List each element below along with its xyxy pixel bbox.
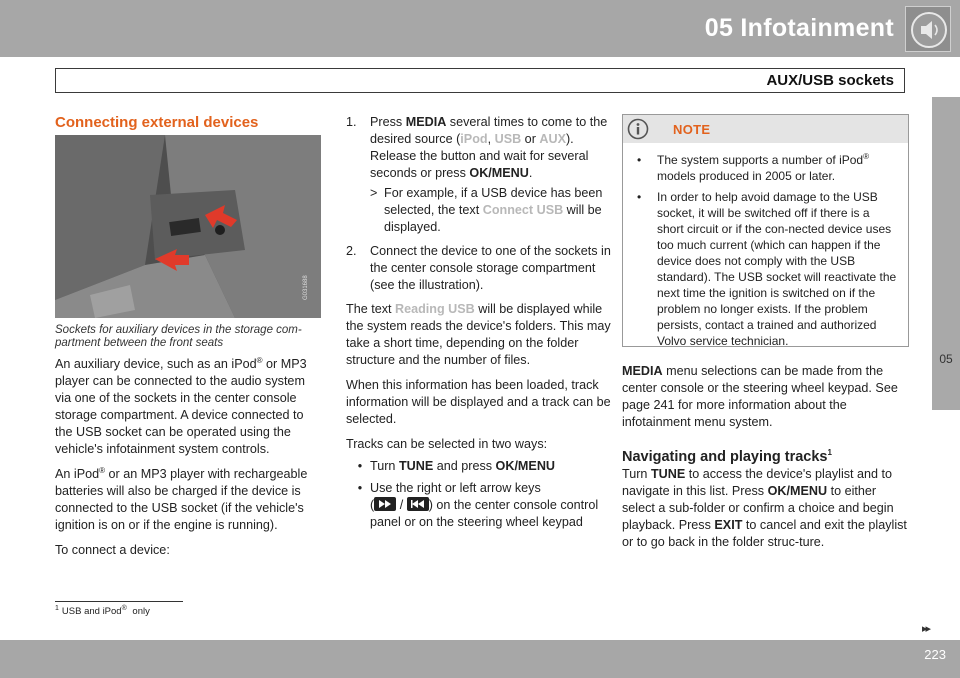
speaker-icon	[905, 6, 951, 52]
figure-caption: Sockets for auxiliary devices in the storage com-partment between the front seats	[55, 324, 302, 349]
source-aux: AUX	[539, 132, 566, 146]
source-ipod: iPod	[460, 132, 488, 146]
step-1-sub: > For example, if a USB device has been selected, the text Connect USB will be displayed.	[370, 186, 603, 234]
section-title: AUX/USB sockets	[766, 72, 894, 89]
paragraph-media-menu: MEDIA menu selections can be made from the center console or the steering wheel keypad. See page 241 for more information about the infotainment menu system.	[622, 364, 898, 429]
page-number: 223	[924, 647, 946, 662]
paragraph-info-loaded: When this information has been loaded, track information will be displayed and a track can be selected.	[346, 378, 611, 426]
note-header	[623, 115, 908, 143]
display-reading-usb: Reading USB	[395, 302, 475, 316]
heading-navigating-tracks: Navigating and playing tracks$^1$	[622, 448, 832, 465]
bullet-tune: • Turn TUNE and press OK/MENU	[357, 459, 556, 473]
source-usb: USB	[494, 132, 522, 146]
rewind-key-icon	[407, 497, 429, 511]
paragraph-navigate-playlist: Turn TUNE to access the device's playlist and to navigate in this list. Press OK/MENU to either select a sub-folder or confirm a choice and begin playback. Press EXIT to cancel and exit the playlist or to go back in the folder struc-ture.	[622, 467, 907, 549]
column-2	[346, 114, 614, 536]
fast-forward-key-icon	[374, 497, 396, 511]
footnote-rule	[55, 601, 183, 602]
chapter-title: 05 Infotainment	[704, 14, 894, 42]
figure-code: G031688	[303, 275, 309, 300]
note-bullet-ipod-support: • The system supports a number of iPod® models produced in 2005 or later.	[637, 152, 870, 183]
key-ok-menu: OK/MENU	[469, 166, 529, 180]
note-title: NOTE	[673, 122, 711, 137]
paragraph-to-connect: To connect a device:	[55, 543, 170, 557]
bullet-arrow-keys: • Use the right or left arrow keys ( / ) on the center console control panel or on the steering wheel keypad	[357, 481, 599, 529]
paragraph-charging: An iPod® or an MP3 player with rechargeable batteries will also be charged if the device is connected to the USB socket (if the vehicle's ignition is on or if the engine is running).	[55, 465, 308, 532]
column-1	[55, 114, 321, 567]
note-box	[622, 114, 909, 347]
note-body	[623, 143, 908, 349]
footnote: $^1$ USB and iPod® only	[55, 604, 150, 617]
info-icon	[627, 118, 649, 140]
next-page-arrows[interactable]: ▸▸	[922, 623, 930, 635]
heading-connecting-devices: Connecting external devices	[55, 114, 259, 131]
key-media: MEDIA	[405, 115, 447, 129]
chapter-side-tab[interactable]	[932, 97, 960, 410]
column-3	[622, 114, 909, 559]
section-bar	[55, 68, 905, 93]
footer-band	[0, 640, 960, 678]
side-tab-label: 05	[939, 352, 953, 366]
display-connect-usb: Connect USB	[482, 203, 564, 217]
note-bullet-usb-protection: • In order to help avoid damage to the USB socket, it will be switched off if there is a short circuit or if the con-nected device uses too much current (which can happen if the device does not comply with the USB standard). The USB socket will reactivate the next time the ignition is switched on if the problem no longer exists. If the problem persists, contact a trained and authorized Volvo service technician.	[637, 190, 897, 348]
paragraph-aux-device: An auxiliary device, such as an iPod® or MP3 player can be connected to the audio system via one of the sockets in the center console storage compartment. A device connected to the USB socket can be operated using the vehicle's infotainment system controls.	[55, 355, 307, 456]
step-2: 2. Connect the device to one of the sockets in the center console storage compartment (see the illustration).	[346, 244, 611, 292]
paragraph-reading-usb: The text Reading USB will be displayed while the system reads the device's folders. This may take a short time, depending on the folder structure and the number of files.	[346, 302, 611, 367]
storage-compartment-figure	[55, 135, 321, 318]
paragraph-two-ways: Tracks can be selected in two ways:	[346, 437, 548, 451]
step-1: 1. Press MEDIA several times to come to the desired source (iPod, USB or AUX). Release the button and wait for several seconds or press OK/MENU. > For example, if a USB device has been selected, the text Connect USB will be displayed.	[346, 114, 614, 236]
